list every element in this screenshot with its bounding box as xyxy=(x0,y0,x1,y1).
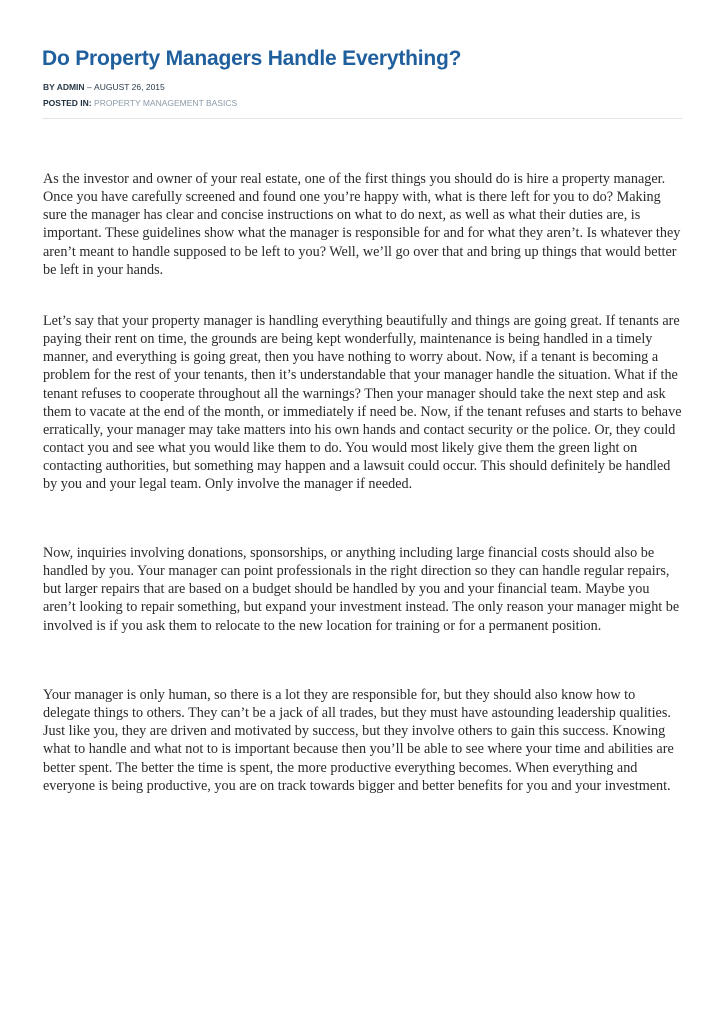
byline xyxy=(43,82,165,92)
posted-in-label: POSTED IN: xyxy=(43,98,92,108)
header-divider xyxy=(42,118,682,119)
article-title: Do Property Managers Handle Everything? xyxy=(42,47,462,70)
author: BY ADMIN xyxy=(43,82,85,92)
category-link[interactable]: PROPERTY MANAGEMENT BASICS xyxy=(94,98,238,108)
paragraph-2: Let’s say that your property manager is handling everything beautifully and things are going great. If tenants are paying their rent on time, the grounds are being kept wonderfully, maintenance is being handled in a timely manner, and everything is going great, then you have nothing to worry about. Now, if a tenant is becoming a problem for the rest of your tenants, then it’s understandable that your manager handle the situation. What if the tenant refuses to cooperate throughout all the warnings? Then your manager should take the next step and ask them to vacate at the end of the month, or immediately if need be. Now, if the tenant refuses and starts to behave erratically, your manager may take matters into his own hands and contact security or the police. Or, they could contact you and see what you would like them to do. You would most likely give them the green light on contacting authorities, but something may happen and a lawsuit could occur. This should definitely be handled by you and your legal team. Only involve the manager if needed. xyxy=(43,313,682,493)
byline-separator: – xyxy=(86,82,92,92)
paragraph-3: Now, inquiries involving donations, sponsorships, or anything including large financial costs should also be handled by you. Your manager can point professionals in the right direction so they can handle regular repairs, but larger repairs that are based on a budget should be handled by you and your financial team. Maybe you aren’t looking to repair something, but expand your investment instead. The only reason your manager might be involved is if you ask them to relocate to the new location for training or for a permanent position. xyxy=(43,545,680,634)
paragraph-1: As the investor and owner of your real estate, one of the first things you should do is hire a property manager. Once you have carefully screened and found one you’re happy with, what is there left for you to do? Making sure the manager has clear and concise instructions on what to do next, as well as what their duties are, is important. These guidelines show what the manager is responsible for and for what they aren’t. Is whatever they aren’t meant to handle supposed to be left to you? Well, we’ll go over that and bring up things that would better be left in your hands. xyxy=(43,171,681,278)
posted-in xyxy=(43,98,237,108)
paragraph-4: Your manager is only human, so there is a lot they are responsible for, but they should also know how to delegate things to others. They can’t be a jack of all trades, but they must have astounding leadership qualities. Just like you, they are driven and motivated by success, but they involve others to gain this success. Knowing what to handle and what not to is important because then you’ll be able to see where your time and abilities are better spent. The better the time is spent, the more productive everything becomes. When everything and everyone is being productive, you are on track towards bigger and better benefits for you and your investment. xyxy=(43,687,674,794)
post-date: AUGUST 26, 2015 xyxy=(94,82,165,92)
